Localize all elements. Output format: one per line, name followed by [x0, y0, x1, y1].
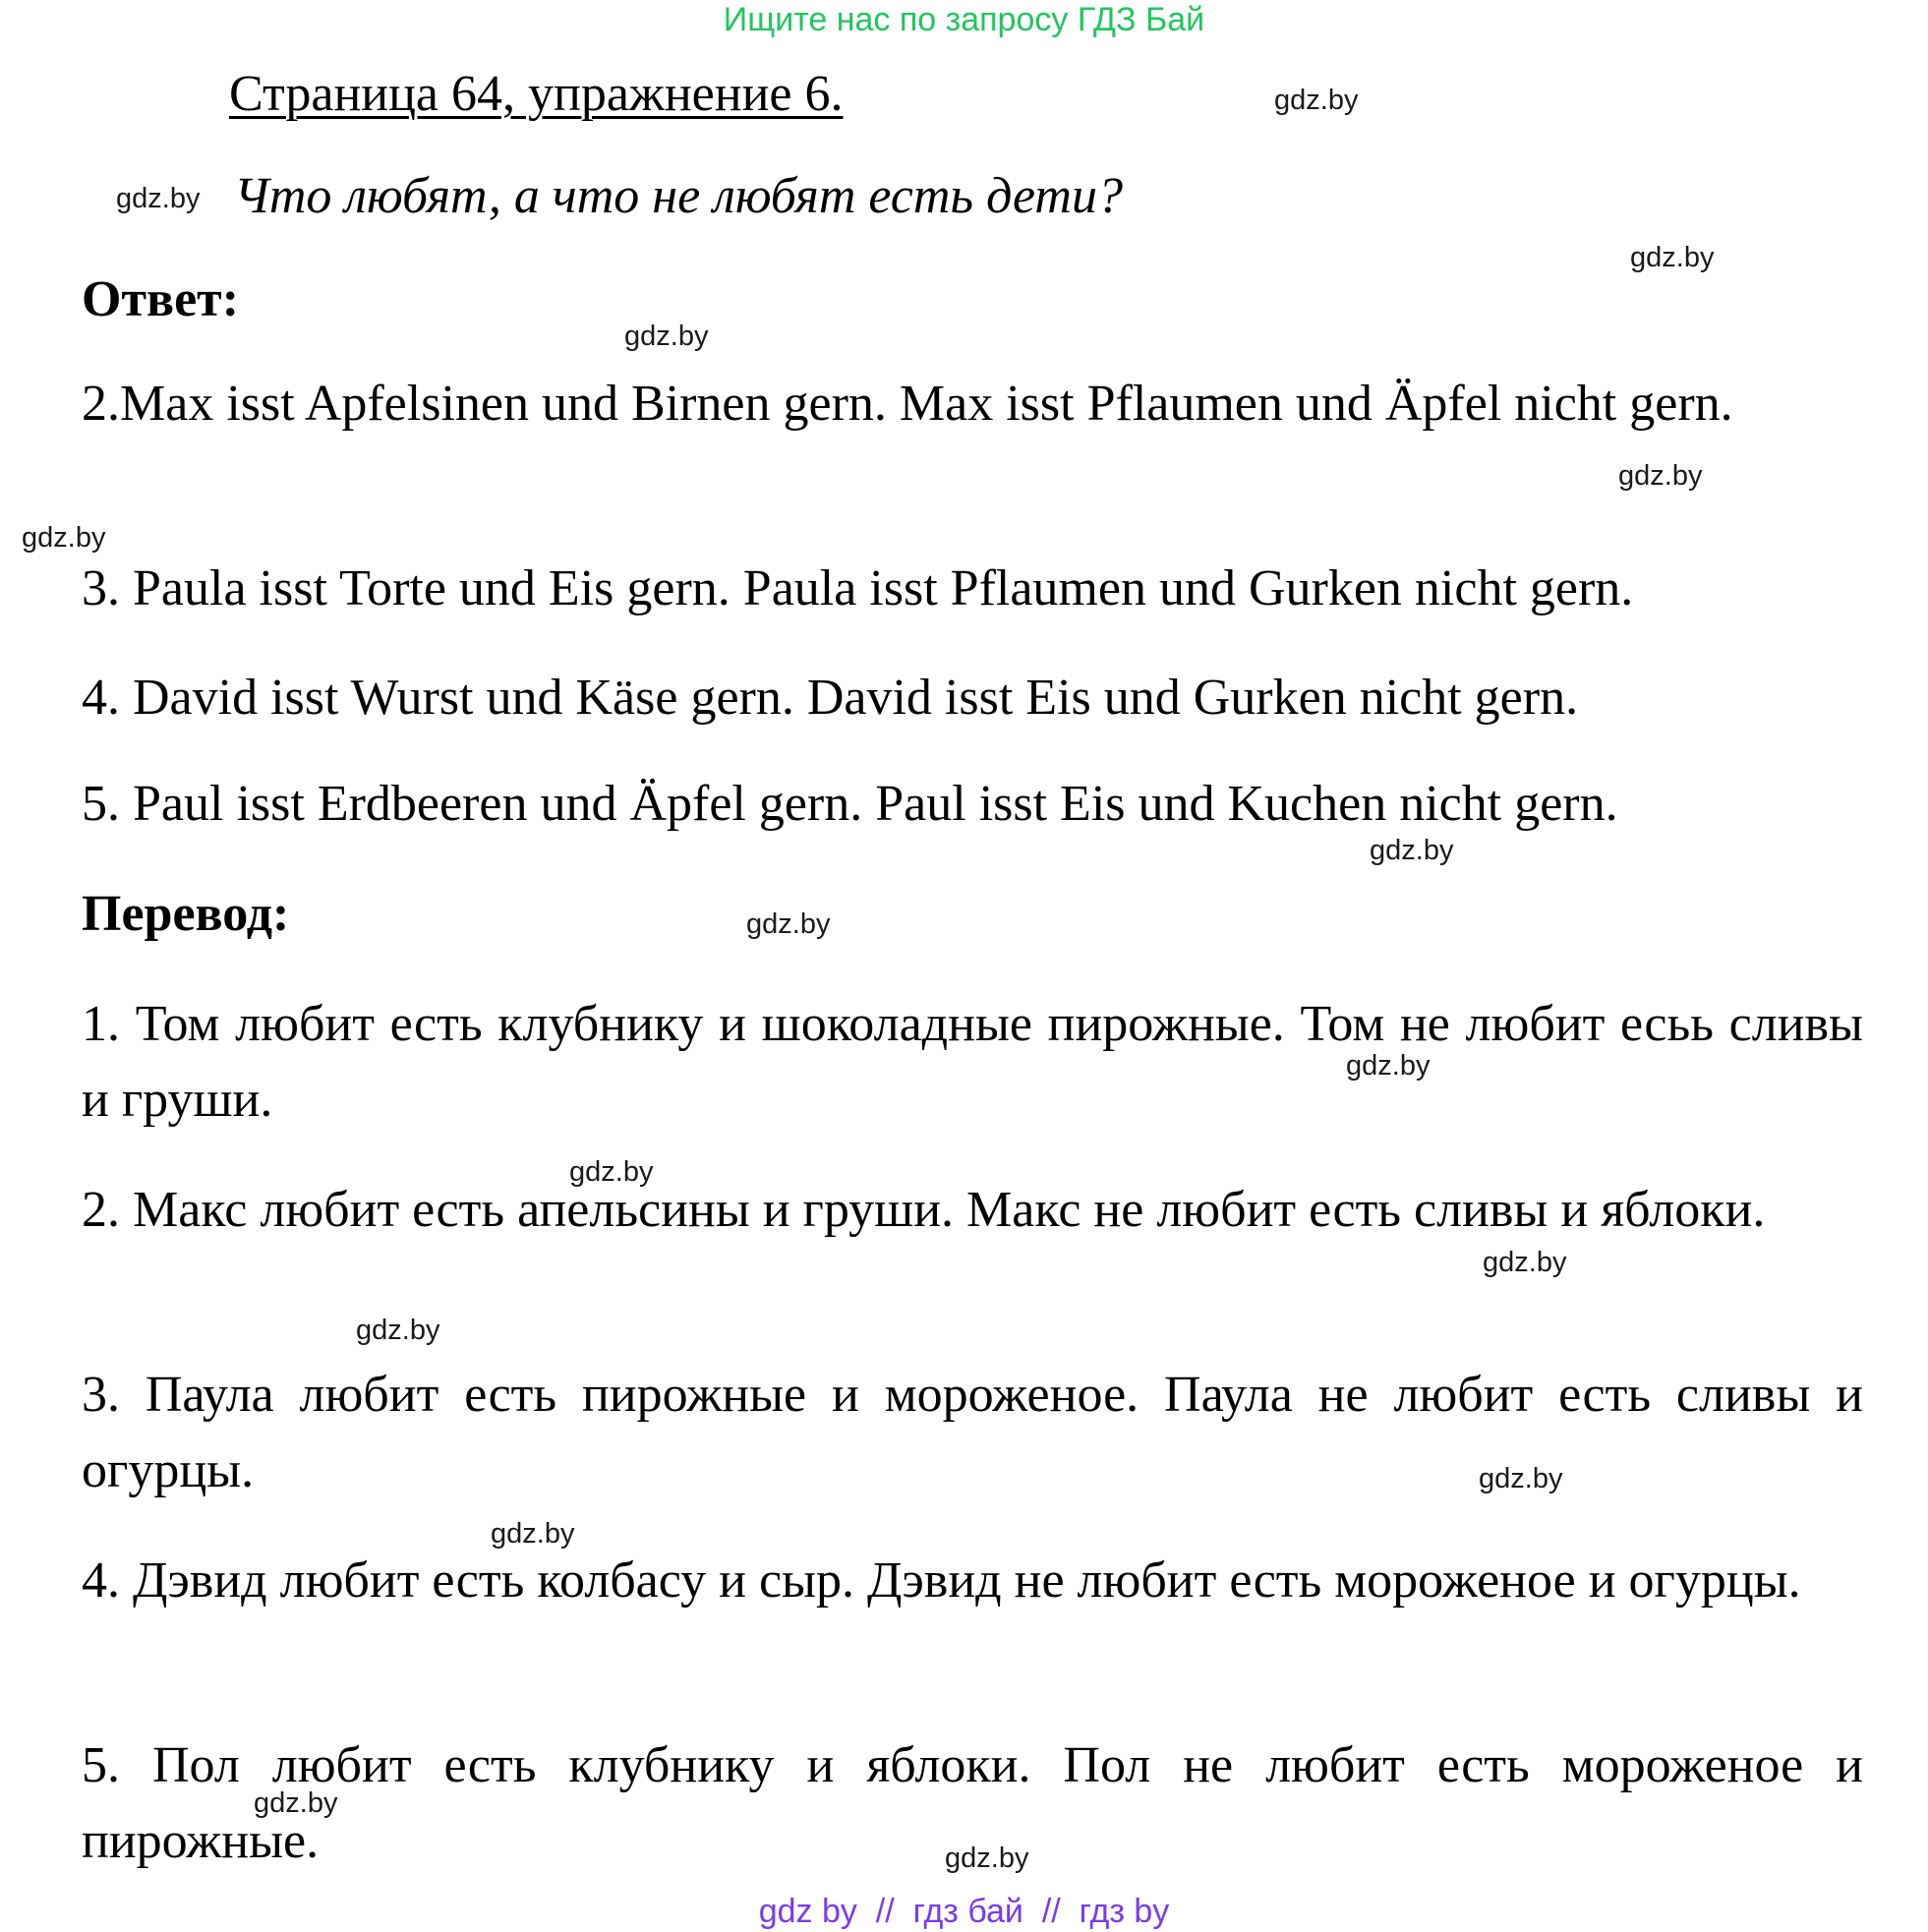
translation-line-3: 3. Паула любит есть пирожные и мороженое. Паула не любит есть сливы и огурцы. [82, 1367, 1863, 1498]
watermark: gdz.by [1346, 1050, 1431, 1082]
watermark: gdz.by [356, 1315, 440, 1346]
translation-line-1: 1. Том любит есть клубнику и шоколадные пирожные. Том не любит есьь сливы и груши. [82, 996, 1863, 1128]
translation-line-2: 2. Макс любит есть апельсины и груши. Макс не любит есть сливы и яблоки. [82, 1182, 1766, 1238]
watermark: gdz.by [1274, 85, 1359, 116]
watermark: gdz.by [1370, 835, 1454, 866]
translation-heading: Перевод: [82, 886, 290, 942]
search-banner: Ищите нас по запросу ГДЗ Бай [723, 1, 1205, 38]
watermark: gdz.by [945, 1843, 1029, 1874]
watermark: gdz.by [1630, 242, 1715, 273]
answer-line-3: 3. Paula isst Torte und Eis gern. Paula isst Pflaumen und Gurken nicht gern. [82, 560, 1634, 616]
watermark: gdz.by [1618, 460, 1703, 492]
answer-line-5: 5. Paul isst Erdbeeren und Äpfel gern. Paul isst Eis und Kuchen nicht gern. [82, 776, 1618, 832]
translation-line-4: 4. Дэвид любит есть колбасу и сыр. Дэвид не любит есть мороженое и огурцы. [82, 1552, 1801, 1609]
footer-links: gdz by // гдз бай // гдз by [758, 1893, 1170, 1930]
watermark: gdz.by [1483, 1247, 1567, 1278]
watermark: gdz.by [624, 321, 709, 352]
watermark: gdz.by [491, 1518, 575, 1550]
watermark: gdz.by [254, 1787, 338, 1819]
watermark: gdz.by [569, 1156, 654, 1188]
answer-line-2: 2.Max isst Apfelsinen und Birnen gern. Max isst Pflaumen und Äpfel nicht gern. [82, 376, 1733, 432]
watermark: gdz.by [116, 183, 201, 214]
answer-heading: Ответ: [82, 271, 240, 327]
watermark: gdz.by [22, 522, 106, 554]
watermark: gdz.by [1479, 1463, 1563, 1494]
watermark: gdz.by [746, 908, 831, 940]
answer-line-4: 4. David isst Wurst und Käse gern. David isst Eis und Gurken nicht gern. [82, 670, 1579, 726]
page-title: Страница 64, упражнение 6. [229, 66, 844, 122]
exercise-question: Что любят, а что не любят есть дети? [234, 168, 1123, 224]
translation-line-5: 5. Пол любит есть клубнику и яблоки. Пол не любит есть мороженое и пирожные. [82, 1737, 1863, 1869]
